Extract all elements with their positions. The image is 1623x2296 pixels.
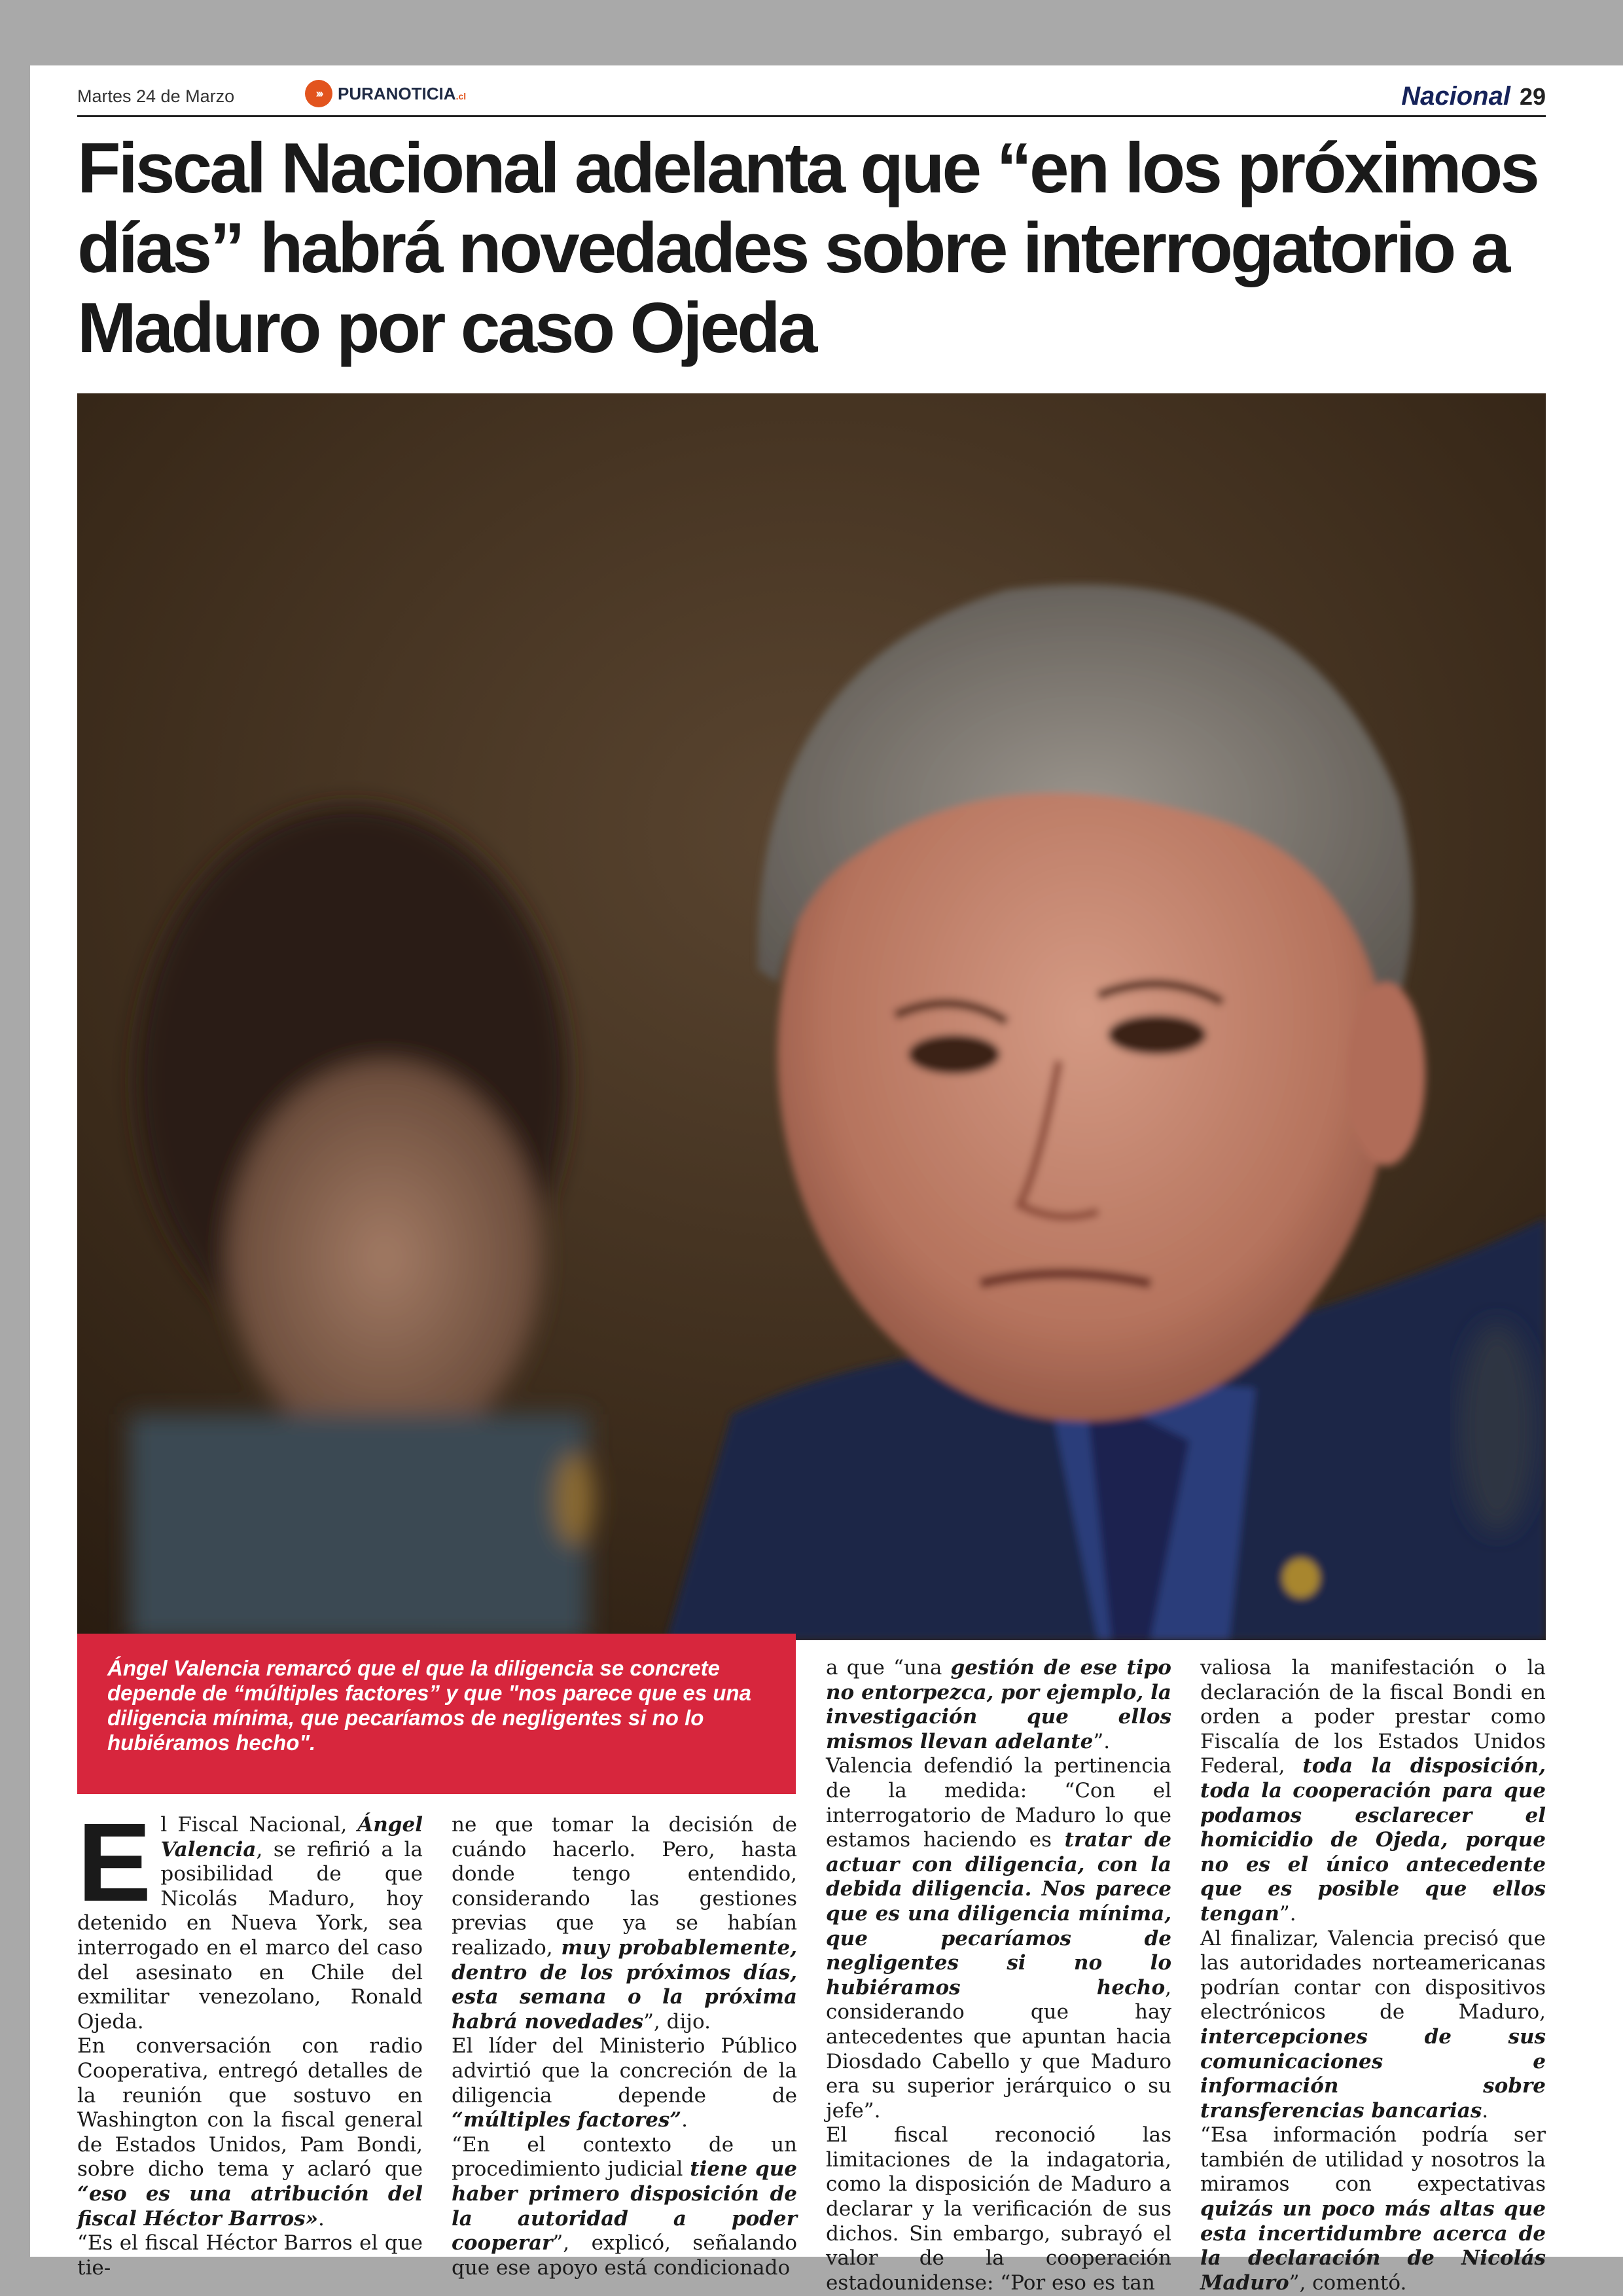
text: .	[681, 2108, 688, 2132]
drop-cap: E	[77, 1801, 152, 1925]
page-number: 29	[1519, 82, 1546, 110]
bold-text: Ángel Valencia	[160, 1813, 423, 1861]
section-name: Nacional	[1401, 81, 1510, 111]
background-person	[130, 806, 594, 1640]
text: ”, explicó, señalando que ese apoyo está condicionado	[452, 2231, 797, 2280]
paragraph	[452, 2133, 797, 2281]
text: , considerando que hay antecedentes que apuntan hacia Diosdado Cabello y que Maduro era su superior jerárquico o su jefe”.	[826, 1975, 1171, 2123]
bold-text: tiene que haber primero disposición de la autoridad a poder cooperar	[452, 2157, 797, 2255]
text: Valencia defendió la pertinencia de la medida: “Con el interrogatorio de Maduro lo que estamos haciendo es	[826, 1754, 1171, 1852]
caption-text: Ángel Valencia remarcó que el que la diligencia se concrete depende de “múltiples factores” y que "nos parece que es una diligencia mínima, que pecaríamos de negligentes si no lo hubiéramos hecho".	[107, 1656, 751, 1755]
text: ”.	[1279, 1901, 1296, 1926]
paragraph	[1200, 1927, 1546, 2124]
text: a que “una	[826, 1656, 951, 1679]
logo-arrows-icon: ›››	[305, 80, 332, 107]
section-info	[1401, 82, 1546, 111]
article-column-2	[452, 1813, 797, 2280]
text: “En el contexto de un procedimiento judicial	[452, 2132, 797, 2181]
paragraph	[826, 1656, 1171, 1754]
bold-text: quizás un poco más altas que esta incertidumbre acerca de la declaración de Nicolás Maduro	[1200, 2197, 1546, 2295]
text: .	[318, 2206, 325, 2231]
text: ne que tomar la decisión de cuándo hacerlo. Pero, hasta donde tengo entendido, considerando las gestiones previas que ya se habían realizado,	[452, 1813, 797, 1960]
paragraph	[452, 1813, 797, 2034]
bold-text: gestión de ese tipo no entorpezca, por ejemplo, la investigación que ellos mismos llevan adelante	[826, 1656, 1171, 1753]
bold-text: tratar de actuar con diligencia, con la debida diligencia. Nos parece que es una diligencia mínima, que pecaríamos de negligentes si no lo hubiéramos hecho	[826, 1828, 1171, 2000]
text: En conversación con radio Cooperativa, entregó detalles de la reunión que sostuvo en Washington con la fiscal general de Estados Unidos, Pam Bondi, sobre dicho tema y aclaró que	[77, 2034, 423, 2181]
page-header	[77, 77, 1546, 117]
article-column-4	[1200, 1656, 1546, 2295]
paragraph	[77, 2231, 423, 2280]
text: ”.	[1093, 1729, 1111, 1753]
bold-text: toda la disposición, toda la cooperación para que podamos esclarecer el homicidio de Ojeda, porque no es el único antecedente que es posible que ellos tengan	[1200, 1754, 1546, 1926]
text: .	[1482, 2098, 1489, 2123]
bold-text: “eso es una atribución del fiscal Héctor Barros»	[77, 2181, 423, 2231]
text: Al finalizar, Valencia precisó que las autoridades norteamericanas podrían contar con dispositivos electrónicos de Maduro,	[1200, 1926, 1546, 2024]
logo-suffix: .cl	[455, 90, 467, 101]
photo-illustration	[77, 393, 1546, 1640]
paragraph	[826, 1754, 1171, 2123]
paragraph	[452, 2034, 797, 2132]
text: , se refirió a la posibilidad de que Nicolás Maduro, hoy detenido en Nueva York, sea interrogado en el marco del caso del asesinato en Chile del exmilitar venezolano, Ronald Ojeda.	[77, 1837, 423, 2034]
text: ”, dijo.	[643, 2009, 711, 2034]
paragraph	[77, 2034, 423, 2231]
article-column-1	[77, 1801, 423, 2280]
publication-logo	[305, 80, 466, 107]
text: El líder del Ministerio Público advirtió que la concreción de la diligencia depende de	[452, 2034, 797, 2108]
text: “Es el fiscal Héctor Barros el que tie-	[77, 2231, 423, 2280]
bold-text: intercepciones de sus comunicaciones e información sobre transferencias bancarias	[1200, 2024, 1546, 2123]
paragraph	[1200, 1656, 1546, 1927]
photo-caption	[77, 1634, 796, 1794]
text: “Esa información podría ser también de utilidad y nosotros la miramos con expectativas	[1200, 2123, 1546, 2197]
text: ”, comentó.	[1289, 2270, 1407, 2295]
text: valiosa la manifestación o la declaración de la fiscal Bondi en orden a poder prestar como Fiscalía de los Estados Unidos Federal,	[1200, 1656, 1546, 1778]
logo-text: PURANOTICIA	[338, 83, 456, 103]
headline: Fiscal Nacional adelanta que “en los próximos días” habrá novedades sobre interrogatorio a Maduro por caso Ojeda	[77, 128, 1537, 368]
bold-text: “múltiples factores”	[452, 2108, 682, 2132]
paragraph	[1200, 2123, 1546, 2295]
issue-date: Martes 24 de Marzo	[77, 86, 235, 106]
paragraph	[77, 1801, 423, 2034]
text: l Fiscal Nacional,	[160, 1813, 358, 1837]
lead-photo	[77, 393, 1546, 1640]
bold-text: muy probablemente, dentro de los próximos días, esta semana o la próxima habrá novedades	[452, 1935, 797, 2034]
text: El fiscal reconoció las limitaciones de la indagatoria, como la disposición de Maduro a declarar y la verificación de sus dichos. Sin embargo, subrayó el valor de la cooperación estadounidense: “Por eso es tan	[826, 2123, 1171, 2295]
article-column-3	[826, 1656, 1171, 2295]
paragraph	[826, 2123, 1171, 2295]
